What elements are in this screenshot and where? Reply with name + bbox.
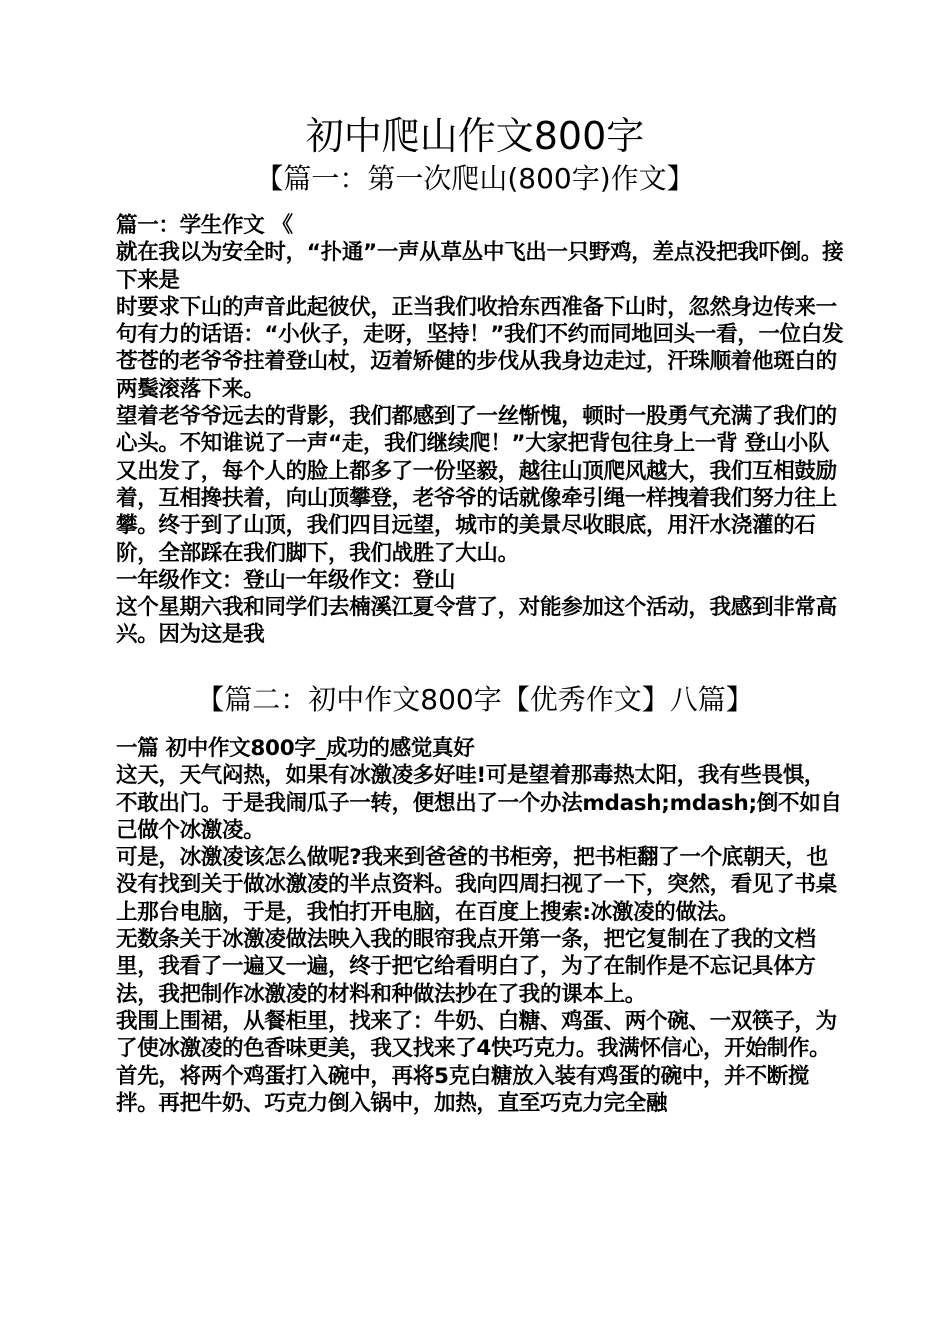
paragraph: 可是，冰激凌该怎么做呢?我来到爸爸的书柜旁，把书柜翻了一个底朝天，也没有找到关于做冰激凌的半点资料。我向四周扫视了一下，突然，看见了书桌上那台电脑，于是，我怕打开电脑，在百度上搜索:冰激凌的做法。 (116, 845, 837, 925)
document-title: 初中爬山作文800字 (305, 114, 645, 158)
paragraph: 这个星期六我和同学们去楠溪江夏令营了，对能参加这个活动，我感到非常高兴。因为这是我 (116, 595, 837, 648)
section-2-body (116, 735, 844, 1117)
section-2-heading: 【篇二：初中作文800字【优秀作文】八篇】 (196, 683, 754, 716)
paragraph: 一篇 初中作文800字_成功的感觉真好 (116, 736, 475, 761)
paragraph: 一年级作文：登山一年级作文：登山 (116, 567, 456, 593)
paragraph: 就在我以为安全时，“扑通”一声从草丛中飞出一只野鸡，差点没把我吓倒。接下来是 (116, 240, 844, 293)
paragraph: 这天，天气闷热，如果有冰激凌多好哇!可是望着那毒热太阳，我有些畏惧，不敢出门。于是我闹瓜子一转，便想出了一个办法mdash;mdash;倒不如自己做个冰激凌。 (116, 763, 842, 843)
paragraph: 我围上围裙，从餐柜里，找来了：牛奶、白糖、鸡蛋、两个碗、一双筷子，为了使冰激凌的色香味更美，我又找来了4快巧克力。我满怀信心，开始制作。 (116, 1008, 837, 1062)
paragraph: 首先，将两个鸡蛋打入碗中，再将5克白糖放入装有鸡蛋的碗中，并不断搅拌。再把牛奶、巧克力倒入锅中，加热，直至巧克力完全融 (116, 1063, 810, 1116)
paragraph: 时要求下山的声音此起彼伏，正当我们收拾东西准备下山时，忽然身边传来一句有力的话语：“小伙子，走呀，坚持！”我们不约而同地回头一看，一位白发苍苍的老爷爷拄着登山杖，迈着矫健的步伐从我身边走过，汗珠顺着他斑白的两鬓滚落下来。 (116, 294, 844, 402)
section-1-heading: 【篇一：第一次爬山(800字)作文】 (255, 162, 695, 195)
paragraph: 无数条关于冰激凌做法映入我的眼帘我点开第一条，把它复制在了我的文档里，我看了一遍又一遍，终于把它给看明白了，为了在制作是不忘记具体方法，我把制作冰激凌的材料和种做法抄在了我的课本上。 (116, 927, 816, 1007)
section-1-body (116, 212, 844, 649)
paragraph: 望着老爷爷远去的背影，我们都感到了一丝惭愧，顿时一股勇气充满了我们的心头。不知谁说了一声“走，我们继续爬！”大家把背包往身上一背 登山小队又出发了，每个人的脸上都多了一份坚毅，越往山顶爬风越大，我们互相鼓励着，互相搀扶着，向山顶攀登，老爷爷的话就像牵引绳一样拽着我们努力往上攀。终于到了山顶，我们四目远望，城市的美景尽收眼底，用汗水浇灌的石阶，全部踩在我们脚下，我们战胜了大山。 (116, 404, 837, 566)
paragraph: 篇一：学生作文 《 (116, 213, 293, 238)
